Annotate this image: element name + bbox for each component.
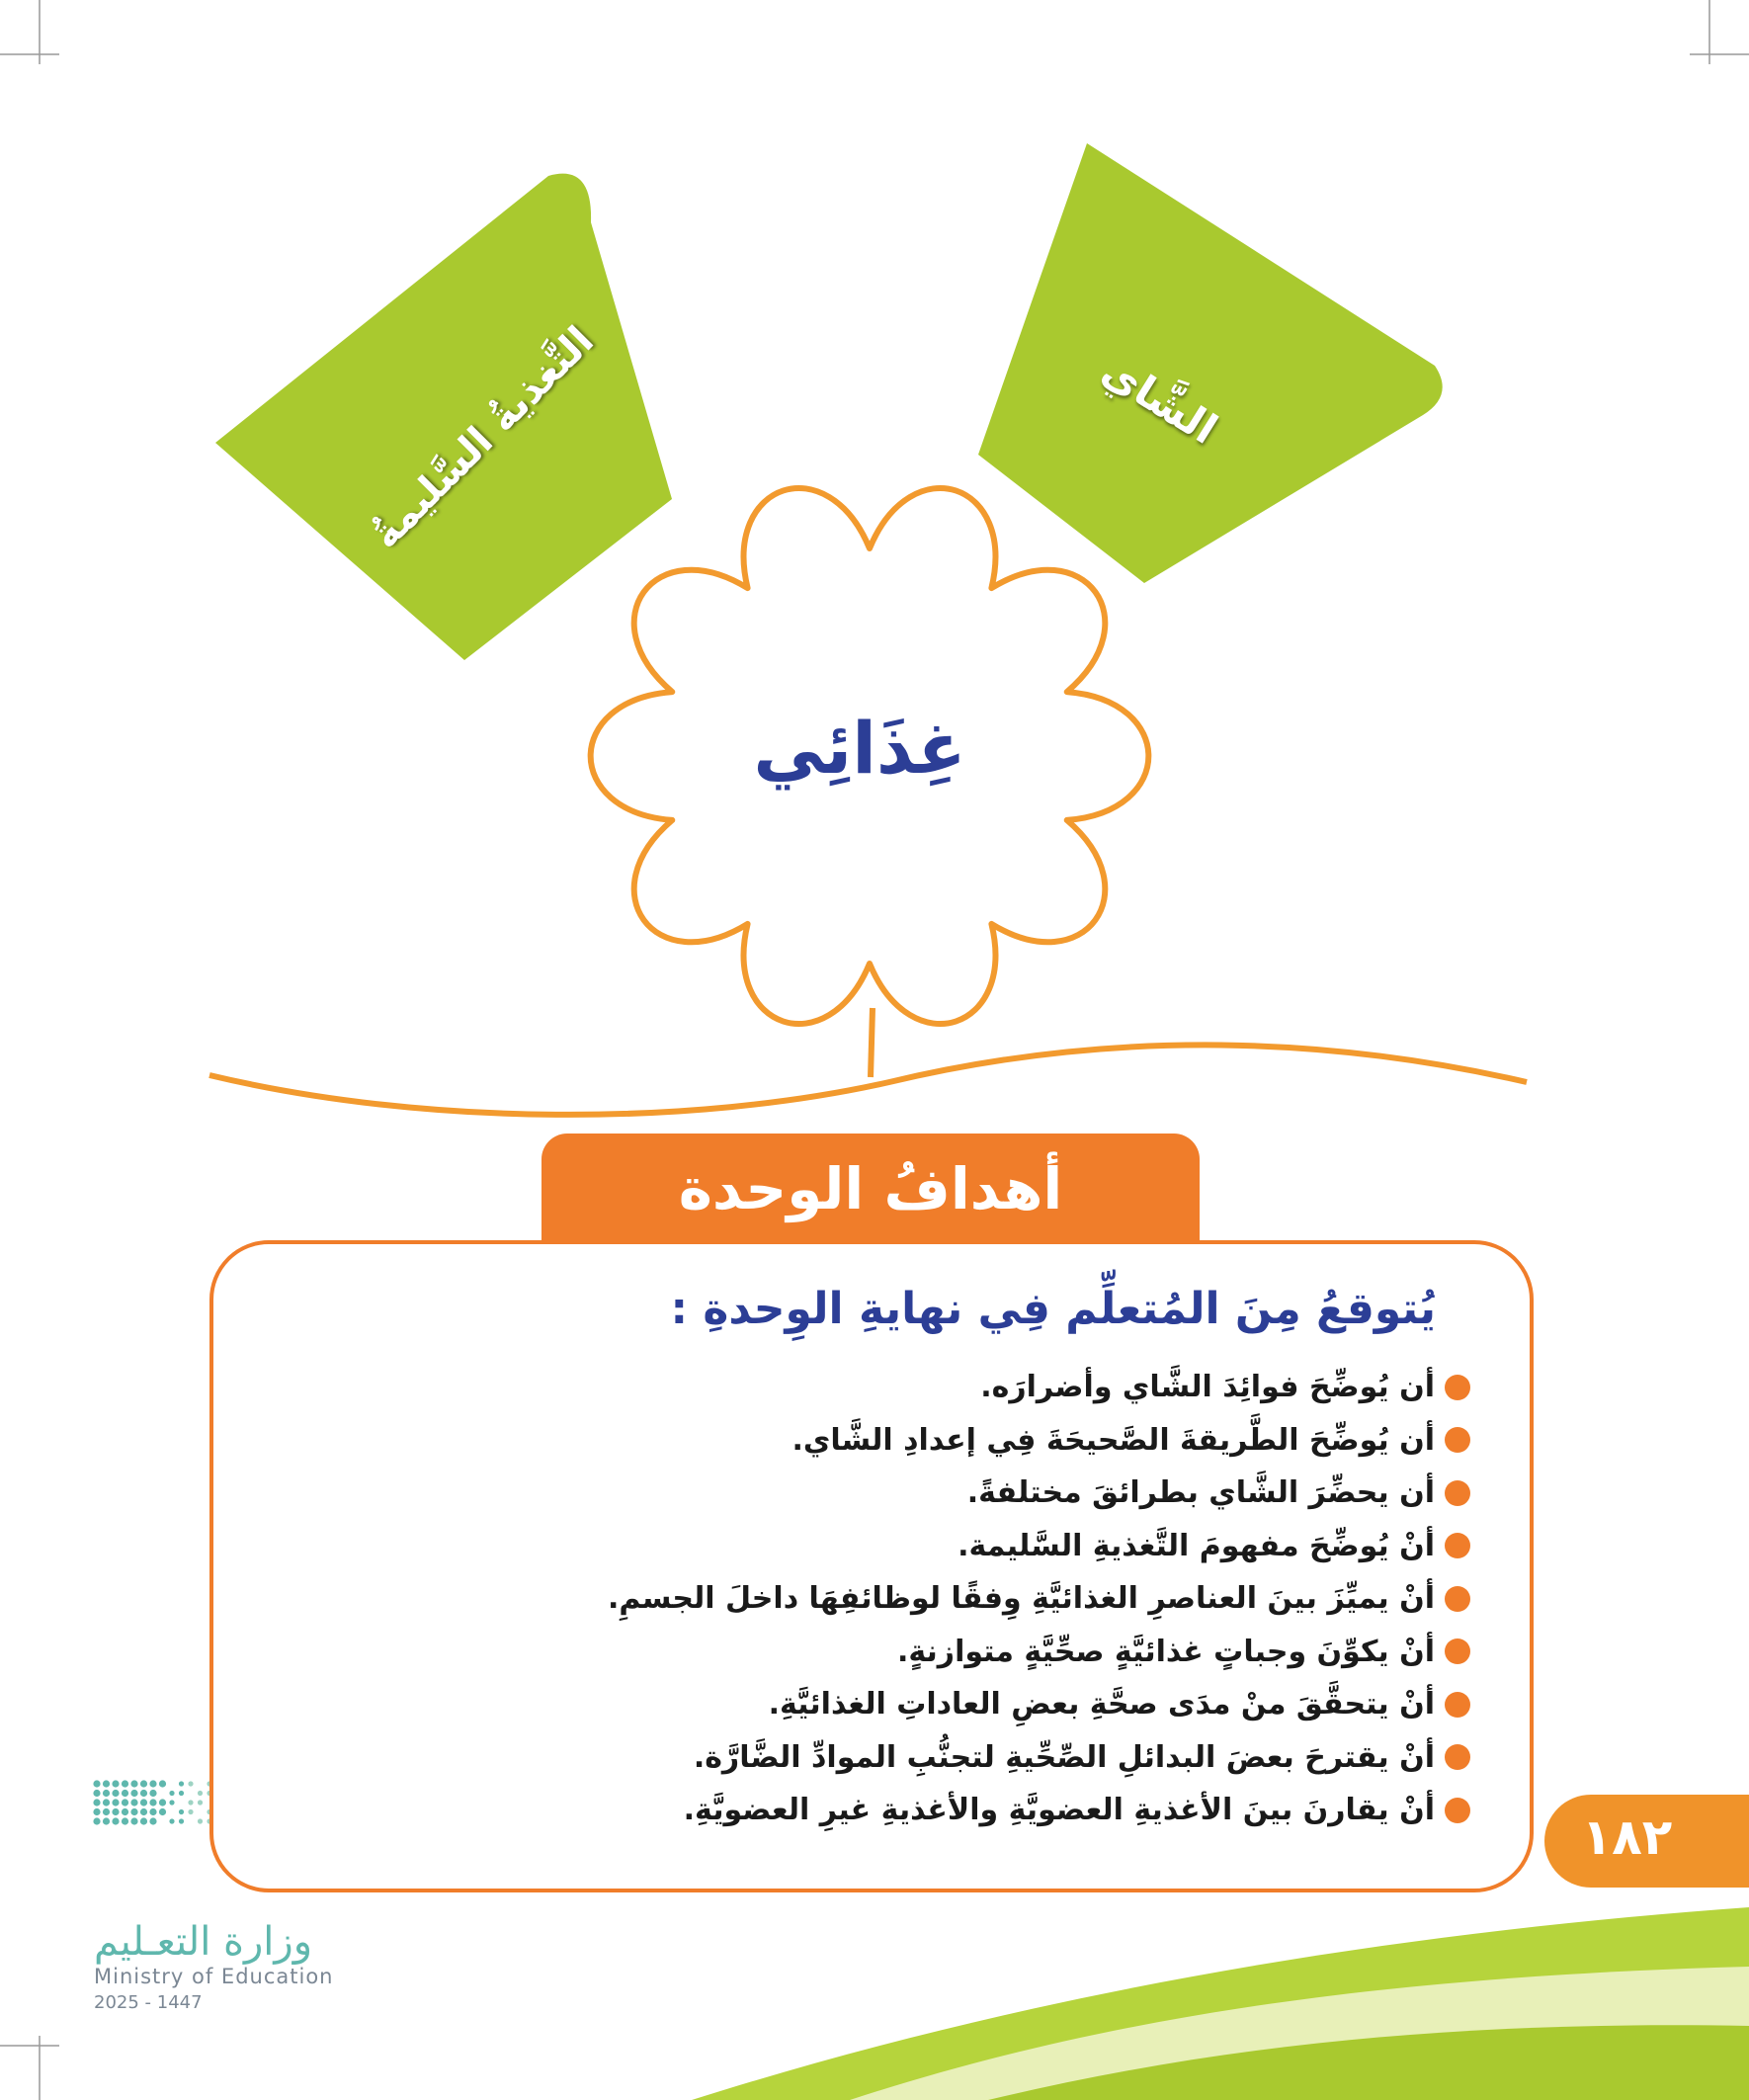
logo-dot xyxy=(122,1808,128,1815)
bullet-icon xyxy=(1445,1638,1470,1664)
bullet-icon xyxy=(1445,1586,1470,1612)
bullet-icon xyxy=(1445,1427,1470,1453)
objective-text: أن يُوضِّحَ فوائِدَ الشَّاي وأضرارَه. xyxy=(980,1370,1435,1405)
ministry-name-english: Ministry of Education xyxy=(94,1965,334,1988)
bullet-icon xyxy=(1445,1798,1470,1823)
logo-dot xyxy=(112,1817,119,1824)
logo-dot xyxy=(140,1780,147,1787)
logo-dot xyxy=(140,1808,147,1815)
logo-dot xyxy=(112,1808,119,1815)
logo-dot xyxy=(130,1817,137,1824)
objective-text: أنْ يميِّزَ بينَ العناصرِ الغذائيَّةِ وِفقًا لوظائفِهَا داخلَ الجسمِ. xyxy=(607,1581,1435,1617)
bullet-icon xyxy=(1445,1375,1470,1400)
objective-item xyxy=(608,1520,1470,1573)
logo-dot xyxy=(122,1817,128,1824)
logo-dot xyxy=(103,1799,110,1806)
logo-dot xyxy=(159,1808,166,1815)
left-green-petal xyxy=(215,174,672,660)
logo-dot xyxy=(188,1809,193,1814)
logo-dot xyxy=(149,1808,156,1815)
objective-text: أنْ يكوِّنَ وجباتٍ غذائيَّةٍ صحِّيَّةٍ متوازنةٍ. xyxy=(896,1634,1435,1669)
page-number-tab xyxy=(1544,1795,1749,1888)
objectives-header-text: أهدافُ الوحدة xyxy=(678,1155,1063,1222)
logo-dot xyxy=(198,1800,203,1805)
bullet-icon xyxy=(1445,1533,1470,1558)
logo-dot xyxy=(179,1781,184,1786)
logo-dot xyxy=(103,1790,110,1797)
logo-dot xyxy=(159,1780,166,1787)
objectives-list xyxy=(608,1361,1470,1837)
objective-item xyxy=(608,1467,1470,1520)
logo-dot xyxy=(112,1790,119,1797)
objective-item xyxy=(608,1678,1470,1731)
objective-item xyxy=(608,1626,1470,1679)
logo-dot xyxy=(169,1800,174,1805)
logo-dot xyxy=(140,1817,147,1824)
logo-dot xyxy=(122,1790,128,1797)
logo-dot xyxy=(103,1780,110,1787)
logo-dot xyxy=(179,1791,184,1796)
objectives-header xyxy=(541,1134,1200,1252)
left-petal-label: التَّغذيةُ السَّليمةُ xyxy=(363,317,603,558)
ground-line xyxy=(209,1045,1527,1115)
objective-item xyxy=(608,1414,1470,1468)
objective-text: أنْ يقارنَ بينَ الأغذيةِ العضويَّةِ والأغذيةِ غيرِ العضويَّةِ. xyxy=(683,1793,1435,1828)
logo-dot xyxy=(93,1799,100,1806)
unit-title: غِذَائِي xyxy=(753,707,966,790)
ministry-year: 2025 - 1447 xyxy=(94,1992,203,2013)
objective-item xyxy=(608,1572,1470,1626)
logo-dot xyxy=(149,1799,156,1806)
logo-dot xyxy=(188,1800,193,1805)
objective-text: أنْ يتحقَّقَ منْ مدَى صحَّةِ بعضِ العاداتِ الغذائيَّةِ. xyxy=(768,1687,1435,1722)
logo-dot xyxy=(130,1780,137,1787)
objective-item xyxy=(608,1731,1470,1785)
objective-text: أن يُوضِّحَ الطَّريقةَ الصَّحيحَةَ فِي إعدادِ الشَّاي. xyxy=(791,1422,1435,1458)
logo-dot xyxy=(179,1809,184,1814)
logo-dot xyxy=(149,1817,156,1824)
objective-item xyxy=(608,1361,1470,1414)
logo-dot xyxy=(140,1799,147,1806)
logo-dot xyxy=(103,1817,110,1824)
bullet-icon xyxy=(1445,1744,1470,1770)
logo-dot xyxy=(149,1790,156,1797)
objective-item xyxy=(608,1784,1470,1837)
logo-dot xyxy=(93,1790,100,1797)
logo-dot xyxy=(122,1799,128,1806)
logo-dot xyxy=(103,1808,110,1815)
logo-dot xyxy=(130,1790,137,1797)
logo-dot xyxy=(130,1799,137,1806)
right-green-petal xyxy=(978,143,1443,583)
bullet-icon xyxy=(1445,1692,1470,1718)
logo-dot xyxy=(93,1780,100,1787)
logo-dot xyxy=(169,1818,174,1823)
bullet-icon xyxy=(1445,1480,1470,1506)
logo-dot xyxy=(188,1781,193,1786)
right-petal-label: الشَّاي xyxy=(1093,346,1226,454)
objective-text: أنْ يقترحَ بعضَ البدائلِ الصِّحِّيةِ لتجنُّبِ الموادِّ الضَّارَّة. xyxy=(693,1739,1435,1775)
objectives-box xyxy=(209,1240,1534,1892)
logo-dot xyxy=(198,1818,203,1823)
logo-dot xyxy=(149,1780,156,1787)
logo-dot xyxy=(112,1780,119,1787)
logo-dot xyxy=(198,1791,203,1796)
logo-dot xyxy=(179,1818,184,1823)
logo-dot xyxy=(130,1808,137,1815)
logo-dot xyxy=(93,1817,100,1824)
flower-stem xyxy=(871,1008,873,1077)
logo-dot xyxy=(140,1790,147,1797)
logo-dot xyxy=(122,1780,128,1787)
logo-dot xyxy=(112,1799,119,1806)
logo-dot xyxy=(169,1791,174,1796)
logo-dot xyxy=(159,1799,166,1806)
page-number: ١٨٢ xyxy=(1581,1808,1673,1866)
objective-text: أن يحضِّرَ الشَّاي بطرائقَ مختلفةً. xyxy=(966,1475,1435,1511)
objective-text: أنْ يُوضِّحَ مفهومَ التَّغذيةِ السَّليمة. xyxy=(958,1528,1435,1563)
logo-dot xyxy=(93,1808,100,1815)
objectives-intro: يُتوقعُ مِنَ المُتعلِّم فِي نهايةِ الوِحدةِ : xyxy=(670,1284,1436,1334)
ministry-name-arabic: وزارة التعـليم xyxy=(94,1919,313,1965)
